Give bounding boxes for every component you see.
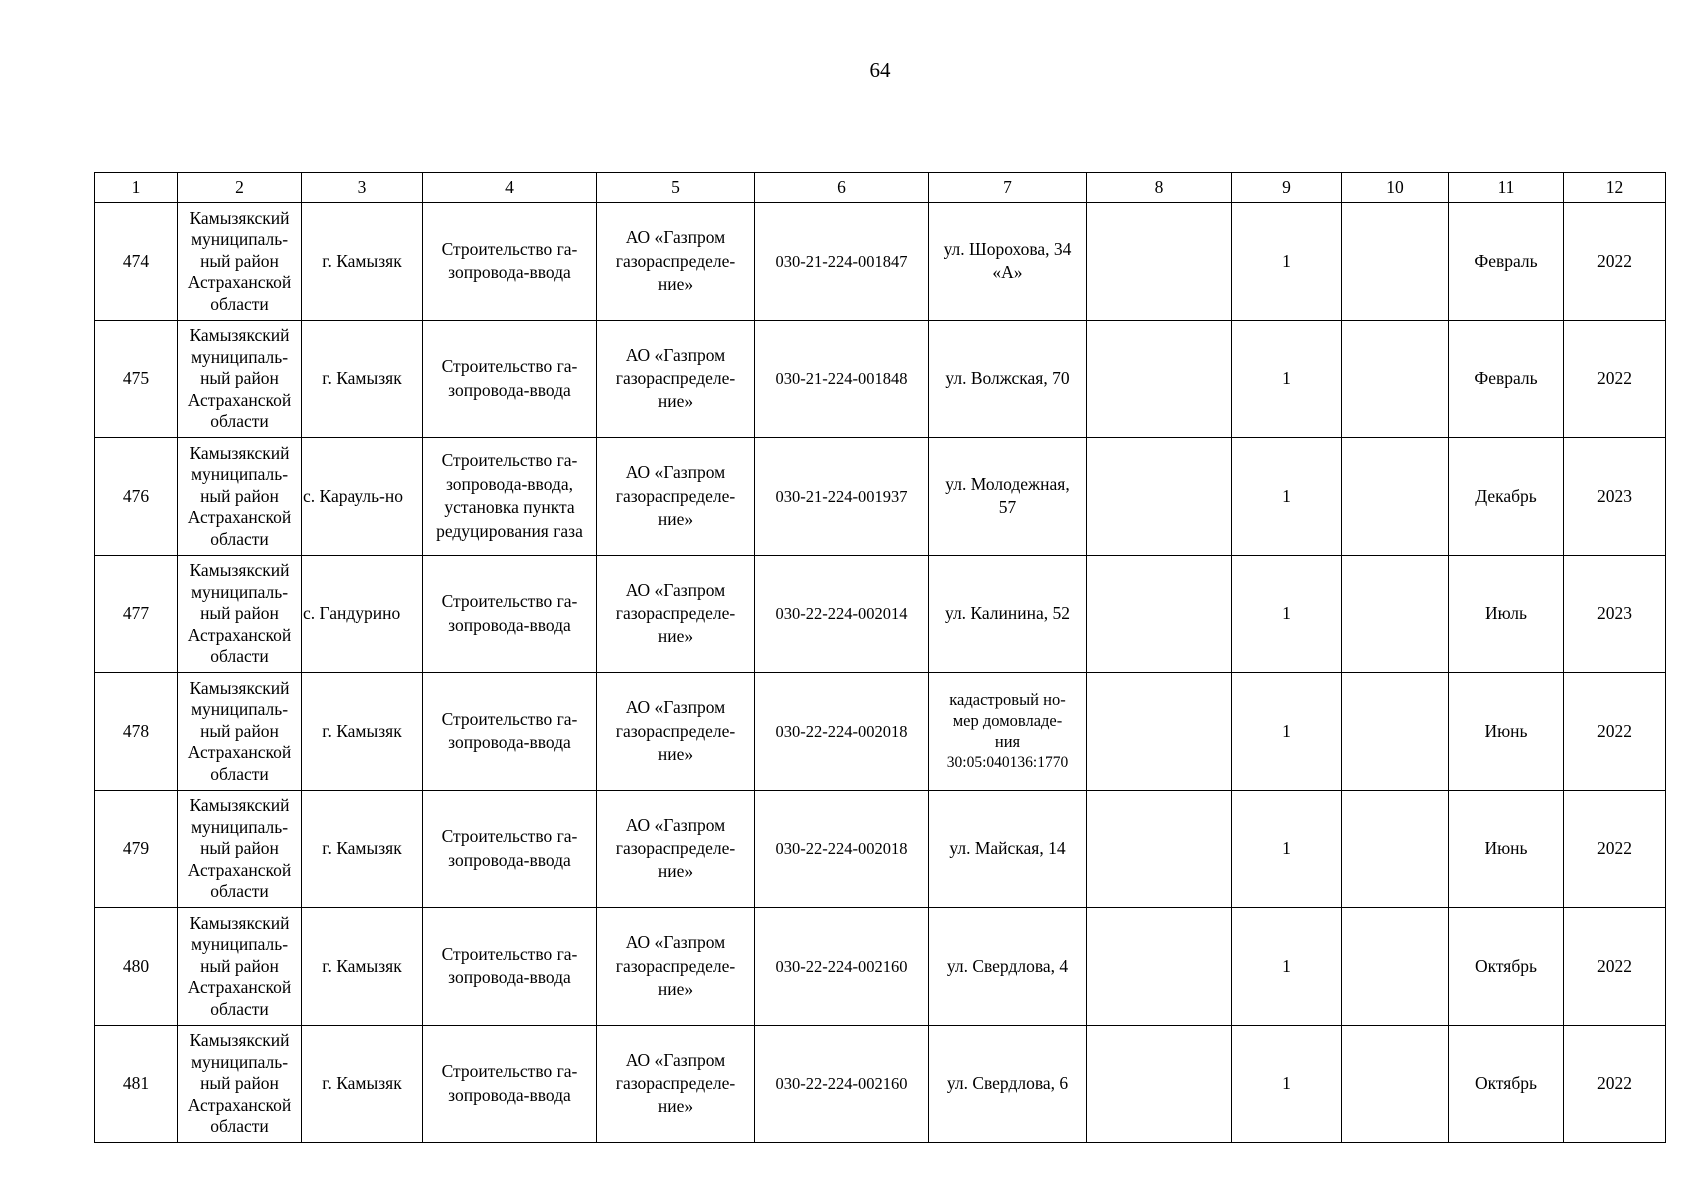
work-type-cell — [423, 673, 597, 791]
row-number-cell: 480 — [95, 908, 178, 1026]
month-cell: Октябрь — [1449, 908, 1564, 1026]
organization-line: АО «Газпром — [625, 697, 726, 718]
organization-line: газораспределе- — [615, 955, 736, 976]
column-8-cell — [1087, 908, 1232, 1026]
settlement-cell: г. Камызяк — [302, 790, 423, 908]
column-8-cell — [1087, 673, 1232, 791]
quantity-cell: 1 — [1232, 790, 1342, 908]
column-header: 9 — [1232, 173, 1342, 203]
district-line: муниципаль- — [190, 581, 289, 602]
address-line: 57 — [998, 497, 1017, 518]
table-row — [95, 320, 1666, 438]
year-cell: 2023 — [1564, 438, 1666, 556]
column-8-cell — [1087, 203, 1232, 321]
column-10-cell — [1342, 908, 1449, 1026]
work-type-line: Строительство га- — [441, 1061, 578, 1082]
district-line: Камызякский — [189, 912, 290, 933]
settlement-cell: с. Карауль-но — [302, 438, 423, 556]
work-type-line: зопровода-ввода, — [445, 473, 573, 494]
district-cell — [178, 320, 302, 438]
column-8-cell — [1087, 790, 1232, 908]
column-header: 1 — [95, 173, 178, 203]
district-cell — [178, 790, 302, 908]
district-line: ный район — [200, 955, 279, 976]
quantity-cell: 1 — [1232, 203, 1342, 321]
district-line: ный район — [200, 485, 279, 506]
column-header: 3 — [302, 173, 423, 203]
work-type-line: установка пункта — [444, 497, 575, 518]
work-type-line: зопровода-ввода — [448, 1084, 571, 1105]
column-10-cell — [1342, 555, 1449, 673]
column-10-cell — [1342, 1025, 1449, 1143]
district-line: Астраханской — [187, 742, 292, 762]
district-line: Камызякский — [189, 442, 290, 463]
address-line: мер домовладе- — [952, 711, 1063, 731]
district-line: области — [210, 998, 269, 1019]
district-line: Астраханской — [187, 977, 292, 997]
address-cell — [929, 790, 1087, 908]
address-line: ул. Свердлова, 6 — [946, 1073, 1069, 1094]
district-line: Камызякский — [189, 325, 290, 345]
organization-line: ние» — [657, 508, 694, 529]
address-line: ул. Молодежная, — [945, 473, 1070, 494]
district-line: области — [210, 881, 269, 901]
object-code-cell: 030-22-224-002014 — [755, 555, 929, 673]
table-row — [95, 1025, 1666, 1143]
work-type-cell — [423, 908, 597, 1026]
work-type-line: редуцирования газа — [436, 520, 583, 541]
object-code-cell: 030-21-224-001847 — [755, 203, 929, 321]
column-10-cell — [1342, 673, 1449, 791]
organization-line: ние» — [657, 743, 694, 764]
organization-line: ние» — [657, 1096, 694, 1117]
year-cell: 2022 — [1564, 203, 1666, 321]
column-8-cell — [1087, 1025, 1232, 1143]
organization-line: ние» — [657, 626, 694, 647]
district-line: Камызякский — [189, 560, 290, 580]
district-line: Камызякский — [189, 795, 290, 815]
organization-line: газораспределе- — [615, 720, 736, 741]
district-line: Астраханской — [187, 272, 292, 292]
district-cell — [178, 203, 302, 321]
column-10-cell — [1342, 438, 1449, 556]
work-type-line: Строительство га- — [441, 943, 578, 964]
district-line: муниципаль- — [190, 229, 289, 249]
organization-line: газораспределе- — [615, 603, 736, 624]
address-line: ул. Свердлова, 4 — [946, 955, 1069, 976]
organization-line: газораспределе- — [615, 368, 736, 389]
organization-line: АО «Газпром — [625, 344, 726, 365]
year-cell: 2022 — [1564, 320, 1666, 438]
month-cell: Июль — [1449, 555, 1564, 673]
district-line: Камызякский — [189, 1030, 290, 1050]
organization-line: газораспределе- — [615, 250, 736, 271]
district-cell — [178, 673, 302, 791]
column-10-cell — [1342, 320, 1449, 438]
organization-cell — [597, 438, 755, 556]
organization-cell — [597, 1025, 755, 1143]
organization-line: ние» — [657, 861, 694, 882]
object-code-cell: 030-22-224-002018 — [755, 673, 929, 791]
district-line: муниципаль- — [190, 346, 289, 367]
organization-line: газораспределе- — [615, 485, 736, 506]
settlement-cell: г. Камызяк — [302, 203, 423, 321]
quantity-cell: 1 — [1232, 438, 1342, 556]
organization-cell — [597, 908, 755, 1026]
district-line: Камызякский — [189, 677, 290, 698]
organization-cell — [597, 790, 755, 908]
work-type-line: Строительство га- — [441, 708, 578, 729]
row-number-cell: 477 — [95, 555, 178, 673]
settlement-cell: г. Камызяк — [302, 908, 423, 1026]
organization-line: АО «Газпром — [625, 1049, 726, 1070]
work-type-cell — [423, 320, 597, 438]
address-line: ул. Калинина, 52 — [944, 603, 1071, 624]
address-line: «А» — [992, 262, 1023, 283]
column-10-cell — [1342, 203, 1449, 321]
district-line: Астраханской — [187, 389, 292, 410]
settlement-cell: с. Гандурино — [302, 555, 423, 673]
organization-line: ние» — [657, 978, 694, 999]
work-type-line: зопровода-ввода — [448, 849, 571, 870]
quantity-cell: 1 — [1232, 673, 1342, 791]
district-line: ный район — [200, 603, 279, 623]
work-type-line: Строительство га- — [441, 238, 578, 259]
district-line: области — [210, 528, 269, 549]
address-cell — [929, 555, 1087, 673]
table-row — [95, 790, 1666, 908]
address-line: ул. Майская, 14 — [949, 838, 1066, 859]
organization-line: АО «Газпром — [625, 932, 726, 953]
district-line: ный район — [200, 1073, 279, 1093]
quantity-cell: 1 — [1232, 1025, 1342, 1143]
page-number: 64 — [869, 58, 891, 82]
district-line: области — [210, 763, 269, 784]
district-line: ный район — [200, 720, 279, 741]
table-body — [95, 203, 1666, 1143]
district-line: муниципаль- — [190, 699, 289, 719]
settlement-cell: г. Камызяк — [302, 1025, 423, 1143]
organization-line: газораспределе- — [615, 838, 736, 859]
address-cell — [929, 438, 1087, 556]
district-line: муниципаль- — [190, 1051, 289, 1072]
district-cell — [178, 438, 302, 556]
column-header: 4 — [423, 173, 597, 203]
address-cell — [929, 320, 1087, 438]
district-line: Астраханской — [187, 507, 292, 527]
work-type-line: зопровода-ввода — [448, 732, 571, 753]
settlement-cell: г. Камызяк — [302, 320, 423, 438]
column-8-cell — [1087, 320, 1232, 438]
organization-line: ние» — [657, 391, 694, 412]
district-line: муниципаль- — [190, 816, 289, 837]
district-cell — [178, 1025, 302, 1143]
work-type-line: Строительство га- — [441, 591, 578, 612]
address-line: ул. Шорохова, 34 — [943, 238, 1072, 259]
column-header: 12 — [1564, 173, 1666, 203]
district-line: Астраханской — [187, 624, 292, 645]
quantity-cell: 1 — [1232, 320, 1342, 438]
address-cell — [929, 203, 1087, 321]
work-type-line: зопровода-ввода — [448, 967, 571, 988]
work-type-line: Строительство га- — [441, 356, 578, 377]
column-header: 2 — [178, 173, 302, 203]
month-cell: Июнь — [1449, 790, 1564, 908]
district-line: области — [210, 411, 269, 431]
column-10-cell — [1342, 790, 1449, 908]
work-type-line: Строительство га- — [441, 450, 578, 471]
organization-cell — [597, 673, 755, 791]
quantity-cell: 1 — [1232, 555, 1342, 673]
object-code-cell: 030-22-224-002160 — [755, 908, 929, 1026]
table-row — [95, 438, 1666, 556]
address-cell — [929, 908, 1087, 1026]
column-header: 5 — [597, 173, 755, 203]
district-line: Камызякский — [189, 207, 290, 228]
table-row — [95, 555, 1666, 673]
district-line: муниципаль- — [190, 934, 289, 954]
header-row — [95, 173, 1666, 203]
organization-line: ние» — [657, 273, 694, 294]
row-number-cell: 478 — [95, 673, 178, 791]
object-code-cell: 030-21-224-001848 — [755, 320, 929, 438]
month-cell: Июнь — [1449, 673, 1564, 791]
work-type-cell — [423, 203, 597, 321]
organization-line: АО «Газпром — [625, 227, 726, 248]
district-cell — [178, 555, 302, 673]
work-type-line: зопровода-ввода — [448, 379, 571, 400]
column-header: 6 — [755, 173, 929, 203]
district-line: области — [210, 646, 269, 666]
object-code-cell: 030-22-224-002160 — [755, 1025, 929, 1143]
column-header: 8 — [1087, 173, 1232, 203]
year-cell: 2023 — [1564, 555, 1666, 673]
work-type-line: зопровода-ввода — [448, 262, 571, 283]
year-cell: 2022 — [1564, 790, 1666, 908]
row-number-cell: 474 — [95, 203, 178, 321]
register-table — [94, 172, 1666, 1143]
organization-line: газораспределе- — [615, 1073, 736, 1094]
work-type-cell — [423, 438, 597, 556]
work-type-cell — [423, 555, 597, 673]
table-row — [95, 203, 1666, 321]
year-cell: 2022 — [1564, 1025, 1666, 1143]
row-number-cell: 479 — [95, 790, 178, 908]
work-type-cell — [423, 1025, 597, 1143]
district-cell — [178, 908, 302, 1026]
object-code-cell: 030-21-224-001937 — [755, 438, 929, 556]
address-line: кадастровый но- — [949, 690, 1066, 710]
row-number-cell: 475 — [95, 320, 178, 438]
district-line: ный район — [200, 250, 279, 271]
year-cell: 2022 — [1564, 673, 1666, 791]
organization-cell — [597, 203, 755, 321]
address-line: ул. Волжская, 70 — [945, 368, 1070, 389]
district-line: Астраханской — [187, 1094, 292, 1115]
settlement-cell: г. Камызяк — [302, 673, 423, 791]
column-header: 7 — [929, 173, 1087, 203]
organization-cell — [597, 555, 755, 673]
column-header: 11 — [1449, 173, 1564, 203]
table-row — [95, 673, 1666, 791]
month-cell: Февраль — [1449, 203, 1564, 321]
month-cell: Декабрь — [1449, 438, 1564, 556]
organization-line: АО «Газпром — [625, 462, 726, 483]
work-type-line: зопровода-ввода — [448, 614, 571, 635]
district-line: Астраханской — [187, 859, 292, 880]
work-type-line: Строительство га- — [441, 826, 578, 847]
organization-line: АО «Газпром — [625, 579, 726, 600]
row-number-cell: 481 — [95, 1025, 178, 1143]
column-header: 10 — [1342, 173, 1449, 203]
district-line: области — [210, 1116, 269, 1136]
quantity-cell: 1 — [1232, 908, 1342, 1026]
column-8-cell — [1087, 555, 1232, 673]
work-type-cell — [423, 790, 597, 908]
month-cell: Октябрь — [1449, 1025, 1564, 1143]
month-cell: Февраль — [1449, 320, 1564, 438]
district-line: ный район — [200, 368, 279, 388]
year-cell: 2022 — [1564, 908, 1666, 1026]
address-cell — [929, 673, 1087, 791]
address-cell — [929, 1025, 1087, 1143]
district-line: муниципаль- — [190, 464, 289, 484]
row-number-cell: 476 — [95, 438, 178, 556]
address-line: 30:05:040136:1770 — [946, 754, 1069, 772]
address-line: ния — [994, 732, 1021, 752]
district-line: области — [210, 293, 269, 314]
object-code-cell: 030-22-224-002018 — [755, 790, 929, 908]
organization-line: АО «Газпром — [625, 814, 726, 835]
table-row — [95, 908, 1666, 1026]
district-line: ный район — [200, 838, 279, 858]
organization-cell — [597, 320, 755, 438]
column-8-cell — [1087, 438, 1232, 556]
